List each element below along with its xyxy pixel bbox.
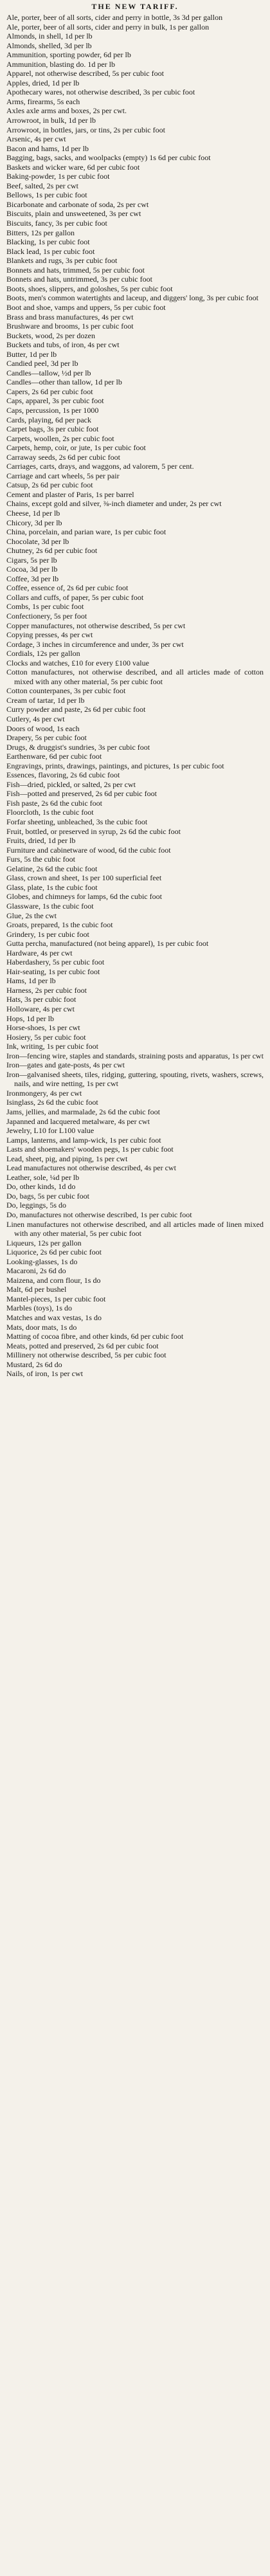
tariff-entry: Looking-glasses, 1s do [6, 1256, 78, 1266]
tariff-entry: Horse-shoes, 1s per cwt [6, 1023, 80, 1033]
tariff-entry: Cement and plaster of Paris, 1s per barrel [6, 489, 134, 499]
tariff-entry: Macaroni, 2s 6d do [6, 1266, 66, 1276]
tariff-entry: Bitters, 12s per gallon [6, 228, 75, 237]
tariff-entry: Haberdashery, 5s per cubic foot [6, 957, 105, 967]
tariff-entry: Lamps, lanterns, and lamp-wick, 1s per cubic foot [6, 1135, 161, 1145]
tariff-entry: Blacking, 1s per cubic foot [6, 237, 90, 247]
tariff-entry: Maizena, and corn flour, 1s do [6, 1275, 101, 1285]
tariff-entry: Apparel, not otherwise described, 5s per cubic foot [6, 69, 164, 78]
tariff-entry: Ammunition, blasting do. 1d per lb [6, 59, 115, 69]
tariff-entry: Boots, shoes, slippers, and goloshes, 5s per cubic foot [6, 284, 173, 293]
tariff-entry: Cotton manufactures, not otherwise described, and all articles made of cotton mixed with any other material, 5s per cubic foot [6, 667, 264, 686]
tariff-entry: Cordials, 12s per gallon [6, 649, 80, 658]
tariff-entry: Coffee, 3d per lb [6, 574, 59, 583]
tariff-entry: Brushware and brooms, 1s per cubic foot [6, 322, 134, 331]
tariff-entry: Candles—other than tallow, 1d per lb [6, 377, 122, 387]
tariff-entry: Cotton counterpanes, 3s per cubic foot [6, 686, 126, 696]
tariff-entry: Linen manufactures not otherwise described, and all articles made of linen mixed with any other material, 5s per cubic foot [6, 1219, 264, 1238]
tariff-entry: Arms, firearms, 5s each [6, 96, 80, 106]
tariff-entry: Collars and cuffs, of paper, 5s per cubic foot [6, 592, 144, 602]
tariff-entry: Carpet bags, 3s per cubic foot [6, 424, 99, 434]
tariff-entry: Fish—potted and preserved, 2s 6d per cubic foot [6, 789, 157, 799]
tariff-entry: Fruit, bottled, or preserved in syrup, 2s 6d the cubic foot [6, 826, 181, 836]
tariff-entry: Blankets and rugs, 3s per cubic foot [6, 256, 118, 266]
tariff-entry: Confectionery, 5s per foot [6, 612, 87, 621]
tariff-entry: Carriages, carts, drays, and waggons, ad valorem, 5 per cent. [6, 462, 194, 471]
tariff-entry: Carpets, hemp, coir, or jute, 1s per cubic foot [6, 443, 146, 453]
page-title: THE NEW TARIFF. [91, 2, 179, 11]
tariff-entry: Liqueurs, 12s per gallon [6, 1238, 82, 1247]
tariff-entry: Brass and brass manufactures, 4s per cwt [6, 312, 134, 322]
tariff-entry: Boot and shoe, vamps and uppers, 5s per cubic foot [6, 302, 166, 312]
tariff-entry: Cigars, 5s per lb [6, 555, 57, 565]
tariff-entry: Japanned and lacquered metalware, 4s per cwt [6, 1116, 150, 1126]
tariff-entry: Black lead, 1s per cubic foot [6, 246, 95, 256]
tariff-entry: Fish—dried, pickled, or salted, 2s per cwt [6, 779, 136, 789]
tariff-entry: Baskets and wicker ware, 6d per cubic foot [6, 162, 140, 172]
tariff-entry: Combs, 1s per cubic foot [6, 602, 84, 612]
tariff-entry: Bagging, bags, sacks, and woolpacks (empty) 1s 6d per cubic foot [6, 153, 211, 163]
tariff-entry: Fish paste, 2s 6d the cubic foot [6, 798, 102, 808]
tariff-entry: Boots, men's common watertights and laceup, and diggers' long, 3s per cubic foot [6, 293, 258, 303]
tariff-entry: Caps, percussion, 1s per 1000 [6, 405, 99, 415]
tariff-entry: Mustard, 2s 6d do [6, 1359, 62, 1369]
tariff-entry: Cream of tartar, 1d per lb [6, 695, 85, 705]
tariff-entry: Cutlery, 4s per cwt [6, 714, 65, 724]
tariff-entry: Glass, plate, 1s the cubic foot [6, 882, 98, 892]
tariff-entry: Carriage and cart wheels, 5s per pair [6, 471, 120, 480]
tariff-entry: Carraway seeds, 2s 6d per cubic foot [6, 452, 120, 462]
tariff-entry: Butter, 1d per lb [6, 349, 57, 359]
tariff-entry: Holloware, 4s per cwt [6, 1004, 75, 1013]
tariff-entry: Curry powder and paste, 2s 6d per cubic foot [6, 705, 146, 714]
tariff-entry: Buckets and tubs, of iron, 4s per cwt [6, 340, 120, 350]
tariff-entry: Bonnets and hats, trimmed, 5s per cubic foot [6, 265, 145, 275]
tariff-entry: Malt, 6d per bushel [6, 1285, 67, 1294]
tariff-entry: Bellows, 1s per cubic foot [6, 190, 87, 200]
tariff-entry: Doors of wood, 1s each [6, 723, 80, 733]
tariff-entry: Mantel-pieces, 1s per cubic foot [6, 1294, 106, 1303]
tariff-entry: Do, leggings, 5s do [6, 1201, 66, 1210]
tariff-entry: Chocolate, 3d per lb [6, 536, 69, 546]
tariff-entry: Floorcloth, 1s the cubic foot [6, 808, 94, 817]
tariff-entry: Grindery, 1s per cubic foot [6, 929, 89, 939]
tariff-entry: Drugs, & druggist's sundries, 3s per cubic foot [6, 742, 150, 752]
tariff-entry: Apples, dried, 1d per lb [6, 78, 80, 87]
tariff-entry: Leather, sole, ¼d per lb [6, 1172, 80, 1182]
tariff-entry: Arsenic, 4s per cwt [6, 134, 66, 144]
tariff-entry: Copper manufactures, not otherwise described, 5s per cwt [6, 621, 186, 630]
tariff-entry: Fruits, dried, 1d per lb [6, 836, 76, 846]
tariff-entry: Clocks and watches, £10 for every £100 value [6, 658, 149, 667]
tariff-entry: Almonds, in shell, 1d per lb [6, 32, 93, 41]
tariff-entry: Ink, writing, 1s per cubic foot [6, 1042, 98, 1051]
tariff-list [6, 13, 264, 1379]
tariff-entry: Ale, porter, beer of all sorts, cider and perry in bottle, 3s 3d per gallon [6, 13, 223, 22]
tariff-entry: Caps, apparel, 3s per cubic foot [6, 396, 104, 406]
tariff-entry: China, porcelain, and parian ware, 1s per cubic foot [6, 527, 166, 537]
tariff-entry: Bonnets and hats, untrimmed, 3s per cubic foot [6, 275, 152, 284]
tariff-entry: Iron—fencing wire, staples and standards, straining posts and apparatus, 1s per cwt [6, 1051, 264, 1060]
tariff-entry: Do, other kinds, 1d do [6, 1182, 76, 1192]
tariff-entry: Marbles (toys), 1s do [6, 1303, 72, 1313]
tariff-entry: Hair-seating, 1s per cubic foot [6, 966, 100, 976]
tariff-entry: Isinglass, 2s 6d the cubic foot [6, 1098, 98, 1107]
tariff-entry: Glue, 2s the cwt [6, 911, 57, 920]
tariff-entry: Almonds, shelled, 3d per lb [6, 41, 92, 50]
tariff-entry: Jewelry, L10 for L100 value [6, 1126, 94, 1136]
tariff-entry: Bicarbonate and carbonate of soda, 2s per cwt [6, 199, 149, 209]
tariff-entry: Matches and wax vestas, 1s do [6, 1313, 102, 1323]
tariff-entry: Axles axle arms and boxes, 2s per cwt. [6, 106, 127, 116]
tariff-entry: Drapery, 5s per cubic foot [6, 733, 87, 743]
tariff-entry: Forfar sheeting, unbleached, 3s the cubic foot [6, 817, 148, 827]
tariff-entry: Biscuits, plain and unsweetened, 3s per cwt [6, 209, 141, 219]
tariff-entry: Capers, 2s 6d per cubic foot [6, 386, 93, 396]
tariff-entry: Groats, prepared, 1s the cubic foot [6, 920, 113, 930]
tariff-entry: Do, bags, 5s per cubic foot [6, 1191, 89, 1201]
tariff-entry: Meats, potted and preserved, 2s 6d per cubic foot [6, 1341, 159, 1350]
tariff-entry: Apothecary wares, not otherwise described, 3s per cubic foot [6, 87, 195, 97]
tariff-entry: Cheese, 1d per lb [6, 508, 60, 518]
tariff-entry: Chutney, 2s 6d per cubic foot [6, 546, 98, 556]
tariff-entry: Gutta percha, manufactured (not being apparel), 1s per cubic foot [6, 939, 209, 948]
tariff-entry: Jams, jellies, and marmalade, 2s 6d the cubic foot [6, 1107, 160, 1116]
tariff-entry: Hats, 3s per cubic foot [6, 995, 76, 1004]
tariff-entry: Copying presses, 4s per cwt [6, 630, 93, 640]
tariff-entry: Glass, crown and sheet, 1s per 100 superficial feet [6, 873, 162, 883]
tariff-entry: Hams, 1d per lb [6, 976, 56, 986]
tariff-entry: Carpets, woollen, 2s per cubic foot [6, 433, 114, 443]
tariff-entry: Candles—tallow, ½d per lb [6, 368, 91, 377]
tariff-entry: Iron—galvanised sheets, tiles, ridging, guttering, spouting, rivets, washers, screws, nails, and wire netting, 1s per cwt [6, 1069, 264, 1089]
tariff-entry: Engravings, prints, drawings, paintings, and pictures, 1s per cubic foot [6, 761, 224, 770]
tariff-entry: Millinery not otherwise described, 5s per cubic foot [6, 1350, 166, 1360]
tariff-entry: Lead, sheet, pig, and piping, 1s per cwt [6, 1154, 128, 1163]
tariff-entry: Cocoa, 3d per lb [6, 565, 58, 574]
tariff-entry: Arrowroot, in bulk, 1d per lb [6, 116, 96, 125]
tariff-entry: Candied peel, 3d per lb [6, 359, 78, 368]
tariff-entry: Biscuits, fancy, 3s per cubic foot [6, 219, 107, 228]
tariff-entry: Hosiery, 5s per cubic foot [6, 1032, 86, 1042]
tariff-entry: Mats, door mats, 1s do [6, 1322, 77, 1332]
tariff-entry: Earthenware, 6d per cubic foot [6, 752, 102, 761]
tariff-entry: Chains, except gold and silver, ⅜-inch diameter and under, 2s per cwt [6, 499, 222, 509]
tariff-entry: Ironmongery, 4s per cwt [6, 1088, 82, 1098]
tariff-entry: Iron—gates and gate-posts, 4s per cwt [6, 1060, 125, 1070]
tariff-entry: Lasts and shoemakers' wooden pegs, 1s per cubic foot [6, 1145, 174, 1154]
tariff-entry: Liquorice, 2s 6d per cubic foot [6, 1247, 102, 1257]
tariff-entry: Ale, porter, beer of all sorts, cider and perry in bulk, 1s per gallon [6, 22, 210, 32]
tariff-entry: Matting of cocoa fibre, and other kinds, 6d per cubic foot [6, 1332, 184, 1341]
tariff-entry: Do, manufactures not otherwise described, 1s per cubic foot [6, 1210, 192, 1219]
tariff-entry: Hops, 1d per lb [6, 1013, 54, 1023]
tariff-entry: Bacon and hams, 1d per lb [6, 143, 89, 153]
tariff-entry: Globes, and chimneys for lamps, 6d the cubic foot [6, 892, 162, 902]
tariff-entry: Chicory, 3d per lb [6, 518, 62, 527]
tariff-entry: Hardware, 4s per cwt [6, 948, 73, 957]
tariff-entry: Arrowroot, in bottles, jars, or tins, 2s per cubic foot [6, 125, 165, 134]
tariff-entry: Ammunition, sporting powder, 6d per lb [6, 50, 131, 60]
tariff-entry: Furs, 5s the cubic foot [6, 855, 75, 864]
tariff-entry: Harness, 2s per cubic foot [6, 985, 87, 995]
tariff-entry: Lead manufactures not otherwise described, 4s per cwt [6, 1163, 176, 1173]
tariff-entry: Beef, salted, 2s per cwt [6, 181, 78, 190]
tariff-entry: Essences, flavoring, 2s 6d cubic foot [6, 770, 120, 780]
tariff-entry: Nails, of iron, 1s per cwt [6, 1369, 83, 1379]
tariff-entry: Glassware, 1s the cubic foot [6, 901, 94, 911]
tariff-entry: Baking-powder, 1s per cubic foot [6, 172, 110, 181]
tariff-entry: Coffee, essence of, 2s 6d per cubic foot [6, 583, 129, 593]
tariff-entry: Furniture and cabinetware of wood, 6d the cubic foot [6, 845, 171, 855]
tariff-entry: Buckets, wood, 2s per dozen [6, 331, 95, 340]
tariff-entry: Gelatine, 2s 6d the cubic foot [6, 864, 98, 873]
tariff-entry: Cards, playing, 6d per pack [6, 415, 91, 424]
tariff-entry: Cordage, 3 inches in circumference and under, 3s per cwt [6, 639, 184, 649]
tariff-entry: Catsup, 2s 6d per cubic foot [6, 480, 93, 490]
